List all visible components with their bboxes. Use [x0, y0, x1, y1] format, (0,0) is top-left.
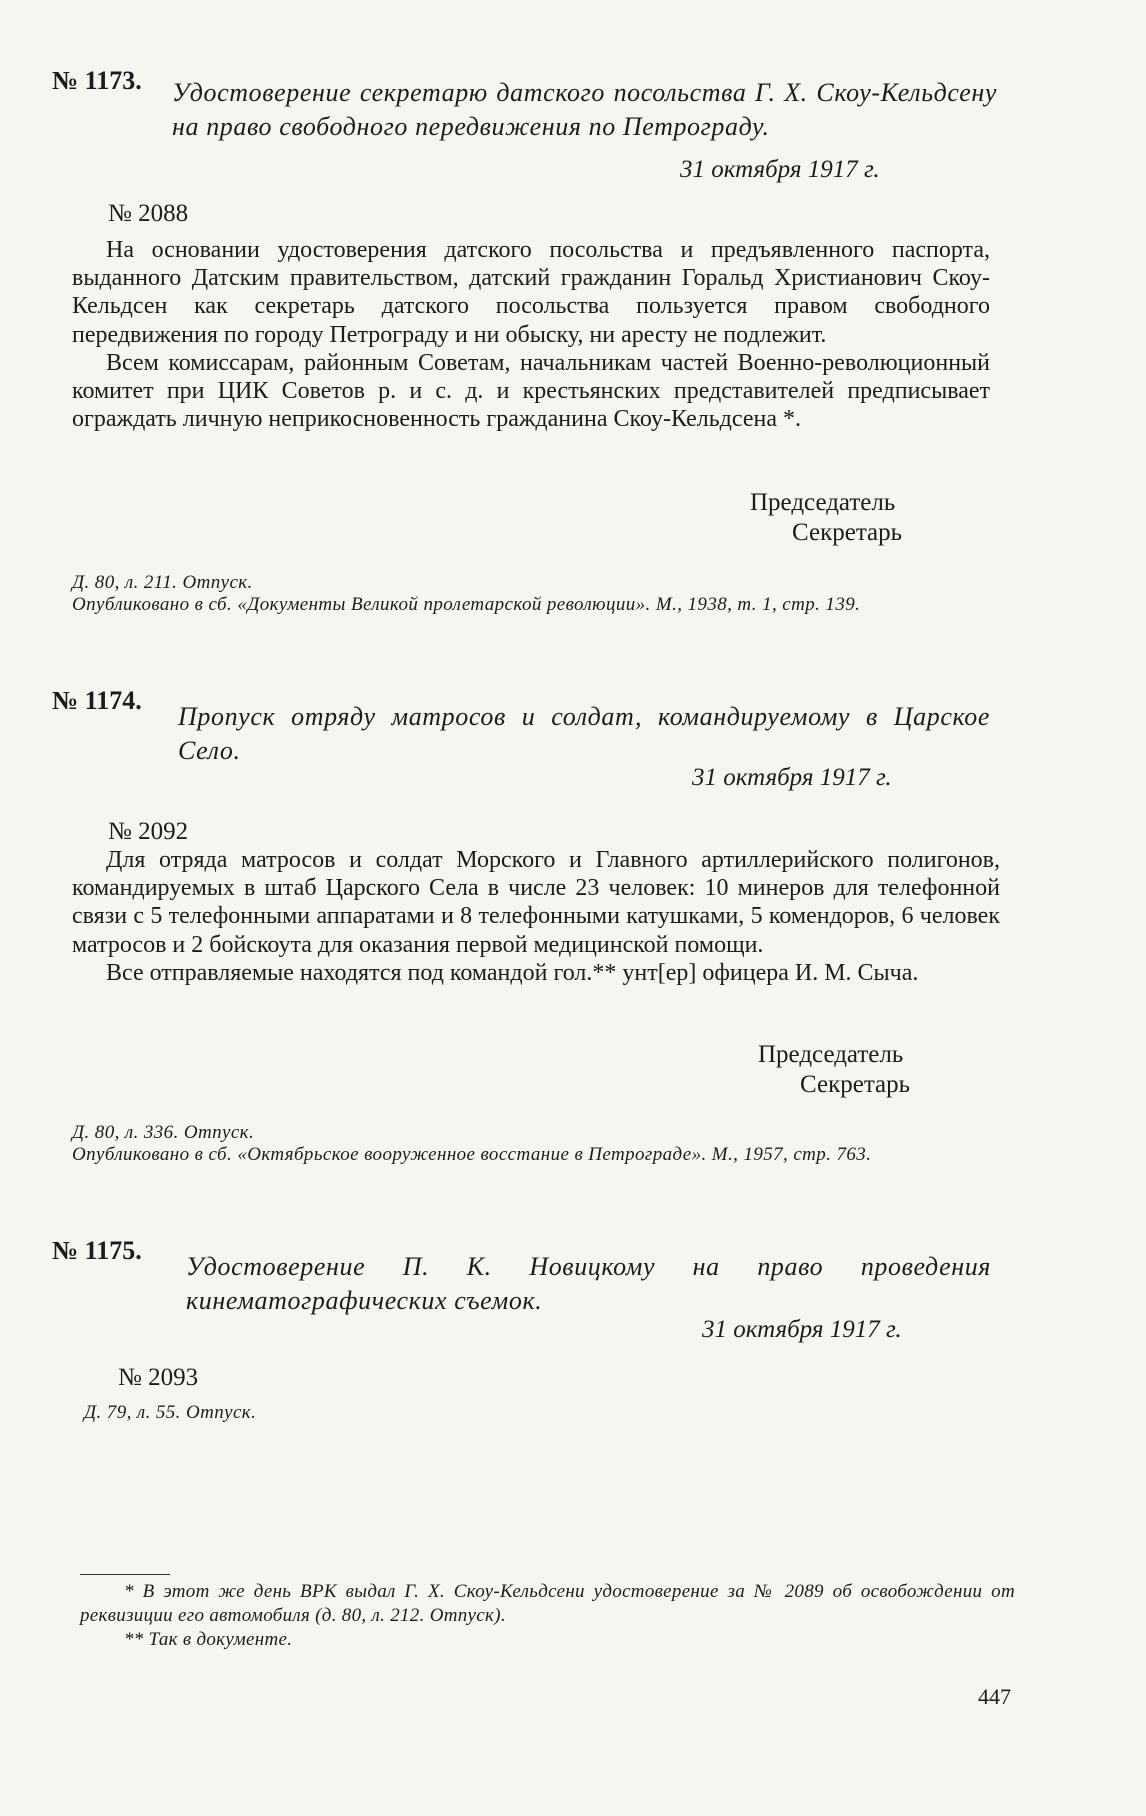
- doc-1173-reg-number: № 2088: [108, 200, 189, 227]
- doc-1173-date: 31 октября 1917 г.: [680, 156, 880, 183]
- doc-1174-title: Пропуск отряду матросов и солдат, командируемому в Царское Село.: [178, 702, 990, 765]
- doc-1174-paragraph-1: Для отряда матросов и солдат Морского и Главного артиллерийского полигонов, командируемых в штаб Царского Села в числе 23 человек: 10 минеров для телефонной связи с 5 телефонными аппаратами и 8 телефонными катушками, 5 комендоров, 6 человек матросов и 2 бойскоута для оказания первой медицинской помощи.: [72, 847, 1000, 958]
- doc-1173-signature-secretary: Секретарь: [792, 519, 903, 546]
- footnotes: [80, 1580, 1015, 1652]
- doc-1175-archive-ref: Д. 79, л. 55. Отпуск.: [84, 1402, 257, 1423]
- doc-1173-archive-ref: Д. 80, л. 211. Отпуск.: [72, 572, 253, 593]
- doc-1174-paragraph-2: Все отправляемые находятся под командой гол.** унт[ер] офицера И. М. Сыча.: [106, 959, 919, 986]
- doc-1173-paragraph-2: Всем комиссарам, районным Советам, начальникам частей Военно-революционный комитет при ЦИК Советов р. и с. д. и крестьянских представителей предписывает ограждать личную неприкосновенность гражданина Скоу-Кельдсена *.: [72, 349, 990, 433]
- doc-1175-title: Удостоверение П. К. Новицкому на право проведения кинематографических съемок.: [186, 1252, 991, 1315]
- doc-1174-publication-ref: Опубликовано в сб. «Октябрьское вооруженное восстание в Петрограде». М., 1957, стр. 763.: [72, 1144, 872, 1165]
- doc-1173-title: Удостоверение секретарю датского посольства Г. Х. Скоу-Кельдсену на право свободного передвижения по Петрограду.: [172, 78, 997, 141]
- doc-1174-number: № 1174.: [52, 686, 142, 715]
- doc-1173-signature-chairman: Председатель: [750, 489, 896, 516]
- doc-1174-signature-chairman: Председатель: [758, 1041, 904, 1068]
- page-number: 447: [978, 1684, 1011, 1709]
- doc-1174-date: 31 октября 1917 г.: [692, 764, 892, 791]
- doc-1175-date: 31 октября 1917 г.: [702, 1316, 902, 1343]
- doc-1173-paragraph-1: На основании удостоверения датского посольства и предъявленного паспорта, выданного Датским правительством, датский гражданин Горальд Христианович Скоу-Кельдсен как секретарь датского посольства пользуется правом свободного передвижения по городу Петрограду и ни обыску, ни аресту не подлежит.: [72, 237, 990, 348]
- doc-1174-signature-secretary: Секретарь: [800, 1071, 911, 1098]
- doc-1173-body: [72, 236, 990, 433]
- doc-1174-body: [72, 846, 1000, 987]
- doc-1175-number: № 1175.: [52, 1236, 142, 1265]
- footnote-1: * В этот же день ВРК выдал Г. Х. Скоу-Кельдсени удостоверение за № 2089 об освобождении от реквизиции его автомобиля (д. 80, л. 212. Отпуск).: [80, 1581, 1015, 1626]
- doc-1173-number: № 1173.: [52, 66, 142, 95]
- doc-1173-publication-ref: Опубликовано в сб. «Документы Великой пролетарской революции». М., 1938, т. 1, стр. 139.: [72, 594, 861, 615]
- footnote-divider: [80, 1574, 170, 1575]
- doc-1174-reg-number: № 2092: [108, 818, 189, 845]
- doc-1174-archive-ref: Д. 80, л. 336. Отпуск.: [72, 1122, 255, 1143]
- footnote-2: ** Так в документе.: [124, 1629, 293, 1650]
- doc-1175-reg-number: № 2093: [118, 1364, 199, 1391]
